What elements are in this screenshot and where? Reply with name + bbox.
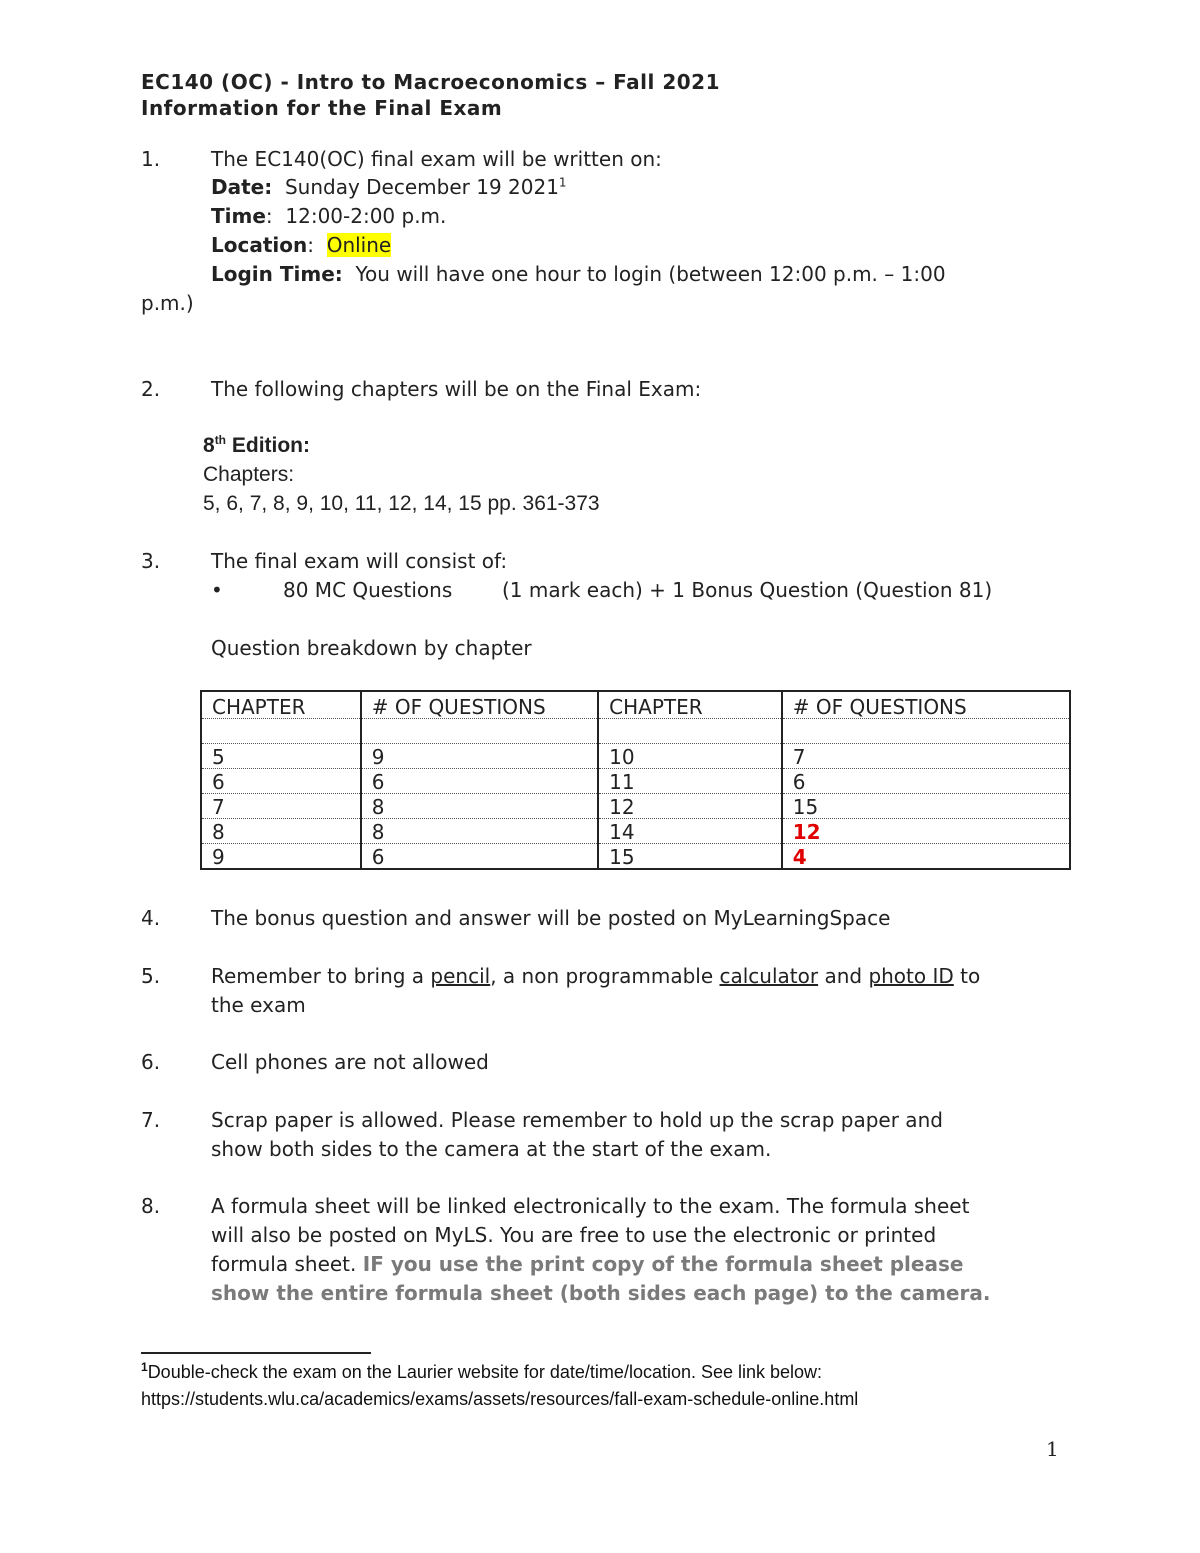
item-7-line2: show both sides to the camera at the start of the exam. <box>211 1137 772 1161</box>
photo-id-item: photo ID <box>868 964 954 988</box>
footnote-divider <box>141 1352 371 1354</box>
item-5-text: Remember to bring a pencil, a non programmable calculator and photo ID to <box>211 964 981 988</box>
table-cell: 7 <box>201 794 361 819</box>
item-6-text: Cell phones are not allowed <box>211 1050 489 1074</box>
exam-date-row <box>211 175 567 199</box>
item-7-line1: Scrap paper is allowed. Please remember to hold up the scrap paper and <box>211 1108 943 1132</box>
table-cell: 8 <box>361 794 598 819</box>
pencil-item: pencil <box>430 964 491 988</box>
table-row <box>201 794 1070 819</box>
chapters-label: Chapters: <box>203 463 295 486</box>
table-cell: 9 <box>361 744 598 769</box>
item-number: 8. <box>141 1194 161 1218</box>
table-cell: 6 <box>361 769 598 794</box>
table-cell: 8 <box>361 819 598 844</box>
table-cell: 15 <box>598 844 782 870</box>
edition-heading: 8th Edition: <box>203 433 311 457</box>
location-value: Online <box>326 233 392 257</box>
item-3-text: The final exam will consist of: <box>211 549 508 573</box>
camera-instruction: IF you use the print copy of the formula sheet please <box>362 1252 964 1276</box>
table-cell: 6 <box>782 769 1070 794</box>
table-cell: 6 <box>361 844 598 870</box>
table-header-cell: # OF QUESTIONS <box>361 691 598 719</box>
exam-time-row: Time: 12:00-2:00 p.m. <box>211 204 447 228</box>
table-header-cell: # OF QUESTIONS <box>782 691 1070 719</box>
mc-detail: (1 mark each) + 1 Bonus Question (Question 81) <box>502 578 993 602</box>
time-value: 12:00-2:00 p.m. <box>285 204 447 228</box>
table-row <box>201 819 1070 844</box>
question-breakdown-table <box>200 690 1071 870</box>
item-8-line4: show the entire formula sheet (both sides each page) to the camera. <box>211 1281 991 1305</box>
table-cell-highlight: 12 <box>782 819 1070 844</box>
item-8-line2: will also be posted on MyLS. You are free to use the electronic or printed <box>211 1223 937 1247</box>
item-1-text: The EC140(OC) final exam will be written on: <box>211 147 662 171</box>
table-cell: 5 <box>201 744 361 769</box>
item-number: 4. <box>141 906 161 930</box>
table-cell: 12 <box>598 794 782 819</box>
item-4-text: The bonus question and answer will be posted on MyLearningSpace <box>211 906 891 930</box>
item-8-line1: A formula sheet will be linked electronically to the exam. The formula sheet <box>211 1194 970 1218</box>
document-subtitle: Information for the Final Exam <box>141 96 503 120</box>
time-label: Time <box>211 204 266 228</box>
table-cell: 6 <box>201 769 361 794</box>
item-number: 6. <box>141 1050 161 1074</box>
table-row <box>201 844 1070 870</box>
table-header-cell: CHAPTER <box>598 691 782 719</box>
table-cell-highlight: 4 <box>782 844 1070 870</box>
date-label: Date: <box>211 175 273 199</box>
table-cell: 11 <box>598 769 782 794</box>
table-row <box>201 744 1070 769</box>
location-label: Location <box>211 233 308 257</box>
table-cell: 14 <box>598 819 782 844</box>
login-time-row <box>211 262 946 286</box>
login-value-cont: p.m.) <box>141 291 194 315</box>
table-header-row <box>201 691 1070 719</box>
page-number: 1 <box>1046 1437 1059 1461</box>
table-row <box>201 769 1070 794</box>
item-number: 5. <box>141 964 161 988</box>
item-5-text-cont: the exam <box>211 993 306 1017</box>
table-cell: 8 <box>201 819 361 844</box>
item-8-line3: formula sheet. IF you use the print copy of the formula sheet please <box>211 1252 964 1276</box>
calculator-item: calculator <box>719 964 819 988</box>
footnote-line1: $^1$Double-check the exam on the Laurier website for date/time/location. See link below: <box>141 1360 823 1382</box>
table-cell: 15 <box>782 794 1070 819</box>
item-number: 1. <box>141 147 161 171</box>
login-label: Login Time: <box>211 262 343 286</box>
chapters-list: 5, 6, 7, 8, 9, 10, 11, 12, 14, 15 pp. 361-373 <box>203 492 600 515</box>
item-number: 7. <box>141 1108 161 1132</box>
login-value: You will have one hour to login (between 12:00 p.m. – 1:00 <box>355 262 946 286</box>
item-number: 2. <box>141 377 161 401</box>
bullet-icon: • <box>211 578 223 602</box>
date-value: Sunday December 19 2021 <box>284 175 559 199</box>
footnote-link[interactable]: https://students.wlu.ca/academics/exams/assets/resources/fall-exam-schedule-online.html <box>141 1389 859 1409</box>
table-header-cell: CHAPTER <box>201 691 361 719</box>
document-title: EC140 (OC) - Intro to Macroeconomics – Fall 2021 <box>141 70 721 94</box>
item-2-text: The following chapters will be on the Final Exam: <box>211 377 702 401</box>
table-blank-row <box>201 719 1070 744</box>
exam-location-row: Location: Online <box>211 233 392 257</box>
footnote-ref: 1 <box>558 175 567 190</box>
table-cell: 10 <box>598 744 782 769</box>
table-cell: 9 <box>201 844 361 870</box>
breakdown-label: Question breakdown by chapter <box>211 636 532 660</box>
item-number: 3. <box>141 549 161 573</box>
mc-count: 80 MC Questions <box>283 578 453 602</box>
table-cell: 7 <box>782 744 1070 769</box>
